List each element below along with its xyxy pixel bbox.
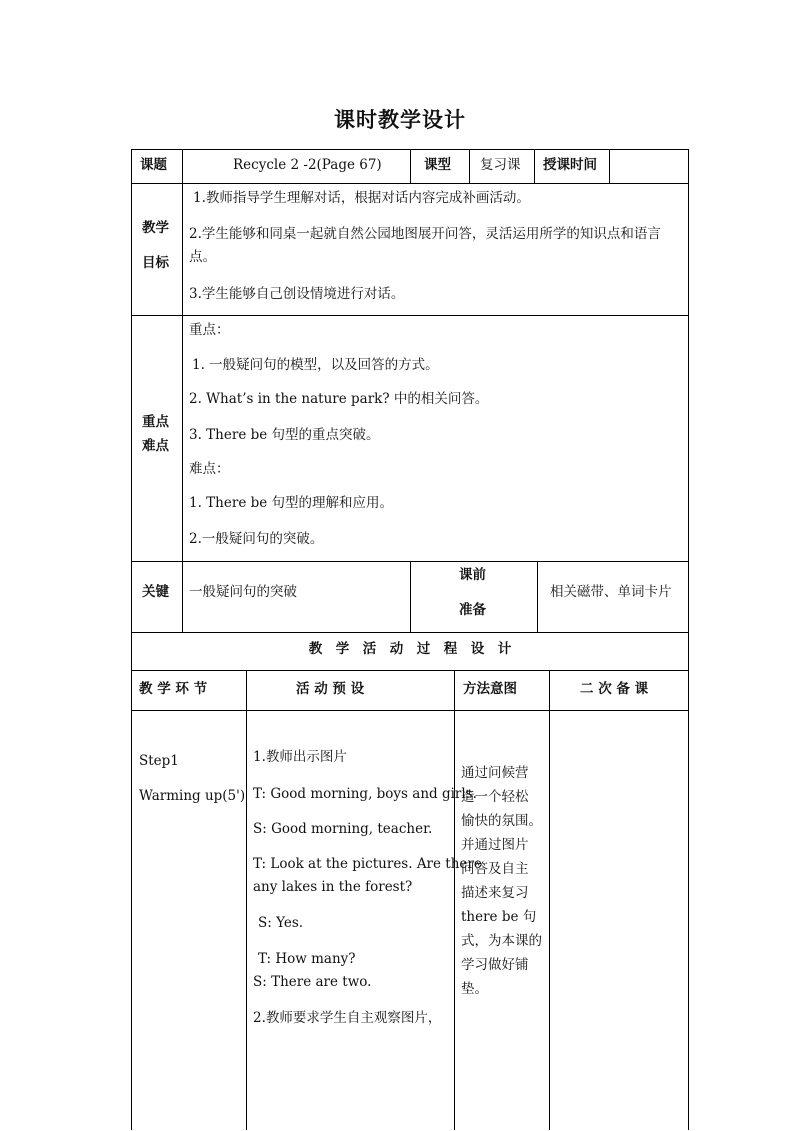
difficulty-item: 2.一般疑问句的突破。	[189, 531, 324, 547]
activity-line: 2.教师要求学生自主观察图片，	[253, 1010, 442, 1026]
activity-line: S: Good morning, teacher.	[253, 821, 433, 837]
intent-line: 学习做好铺	[461, 957, 529, 973]
col-divider	[454, 670, 455, 1130]
keypoints-label-2: 难点	[142, 438, 169, 454]
focus-item: 2. What’s in the nature park? 中的相关问答。	[189, 391, 489, 407]
keypoints-label-1: 重点	[142, 414, 169, 430]
subject-value: Recycle 2 -2(Page 67)	[233, 157, 382, 173]
activity-line: 1.教师出示图片	[253, 749, 347, 765]
intent-line: 式，为本课的	[461, 933, 542, 949]
col-divider	[182, 183, 183, 561]
intent-line: 愉快的氛围。	[461, 813, 542, 829]
col-divider	[410, 149, 411, 183]
focus-item: 3. There be 句型的重点突破。	[189, 427, 380, 443]
focus-item: 1. 一般疑问句的模型，以及回答的方式。	[192, 357, 439, 373]
intent-line: 问答及自主	[461, 861, 529, 877]
type-value: 复习课	[480, 157, 521, 173]
time-label: 授课时间	[543, 157, 597, 173]
row-divider	[131, 183, 689, 184]
activity-line: any lakes in the forest?	[253, 879, 413, 895]
row-divider	[131, 315, 689, 316]
difficulty-heading: 难点：	[189, 461, 230, 477]
objectives-label-2: 目标	[142, 255, 169, 271]
row-divider	[131, 632, 689, 633]
step-title: Warming up(5')	[139, 788, 246, 804]
activity-line: T: How many?	[258, 951, 356, 967]
col-divider	[534, 149, 535, 183]
row-divider	[131, 710, 689, 711]
key-label: 关键	[142, 584, 169, 600]
prep-value: 相关磁带、单词卡片	[550, 584, 672, 600]
col-divider	[182, 149, 183, 183]
header-step: 教 学 环 节	[139, 681, 208, 697]
intent-line: 描述来复习	[461, 885, 529, 901]
key-value: 一般疑问句的突破	[189, 584, 297, 600]
col-divider	[410, 561, 411, 632]
intent-line: 造一个轻松	[461, 789, 529, 805]
step-name: Step1	[139, 753, 179, 769]
col-divider	[182, 561, 183, 632]
objective-item: 3.学生能够自己创设情境进行对话。	[189, 286, 405, 302]
activity-line: T: Good morning, boys and girls.	[253, 786, 477, 802]
col-divider	[246, 670, 247, 1130]
prep-label-2: 准备	[459, 602, 486, 618]
intent-line: 通过问候营	[461, 765, 529, 781]
row-divider	[131, 670, 689, 671]
intent-line: 并通过图片	[461, 837, 529, 853]
col-divider	[609, 149, 610, 183]
activity-line: S: Yes.	[258, 915, 304, 931]
type-label: 课型	[424, 157, 451, 173]
header-intent: 方法意图	[463, 681, 517, 697]
activity-line: S: There are two.	[253, 974, 372, 990]
col-divider	[549, 670, 550, 1130]
difficulty-item: 1. There be 句型的理解和应用。	[189, 495, 394, 511]
intent-line: there be 句	[461, 909, 537, 925]
objective-item: 2.学生能够和同桌一起就自然公园地图展开问答，灵活运用所学的知识点和语言	[189, 226, 661, 242]
intent-line: 垫。	[461, 981, 488, 997]
objective-item: 点。	[189, 249, 216, 265]
header-activity: 活 动 预 设	[296, 681, 365, 697]
header-second-prep: 二 次 备 课	[580, 681, 649, 697]
col-divider	[469, 149, 470, 183]
subject-label: 课题	[140, 157, 167, 173]
objective-item: 1.教师指导学生理解对话，根据对话内容完成补画活动。	[193, 190, 530, 206]
focus-heading: 重点：	[189, 322, 230, 338]
process-title: 教 学 活 动 过 程 设 计	[308, 641, 512, 657]
activity-line: T: Look at the pictures. Are there	[253, 856, 482, 872]
prep-label-1: 课前	[459, 567, 486, 583]
col-divider	[537, 561, 538, 632]
objectives-label-1: 教学	[142, 220, 169, 236]
page-title: 课时教学设计	[334, 108, 466, 132]
